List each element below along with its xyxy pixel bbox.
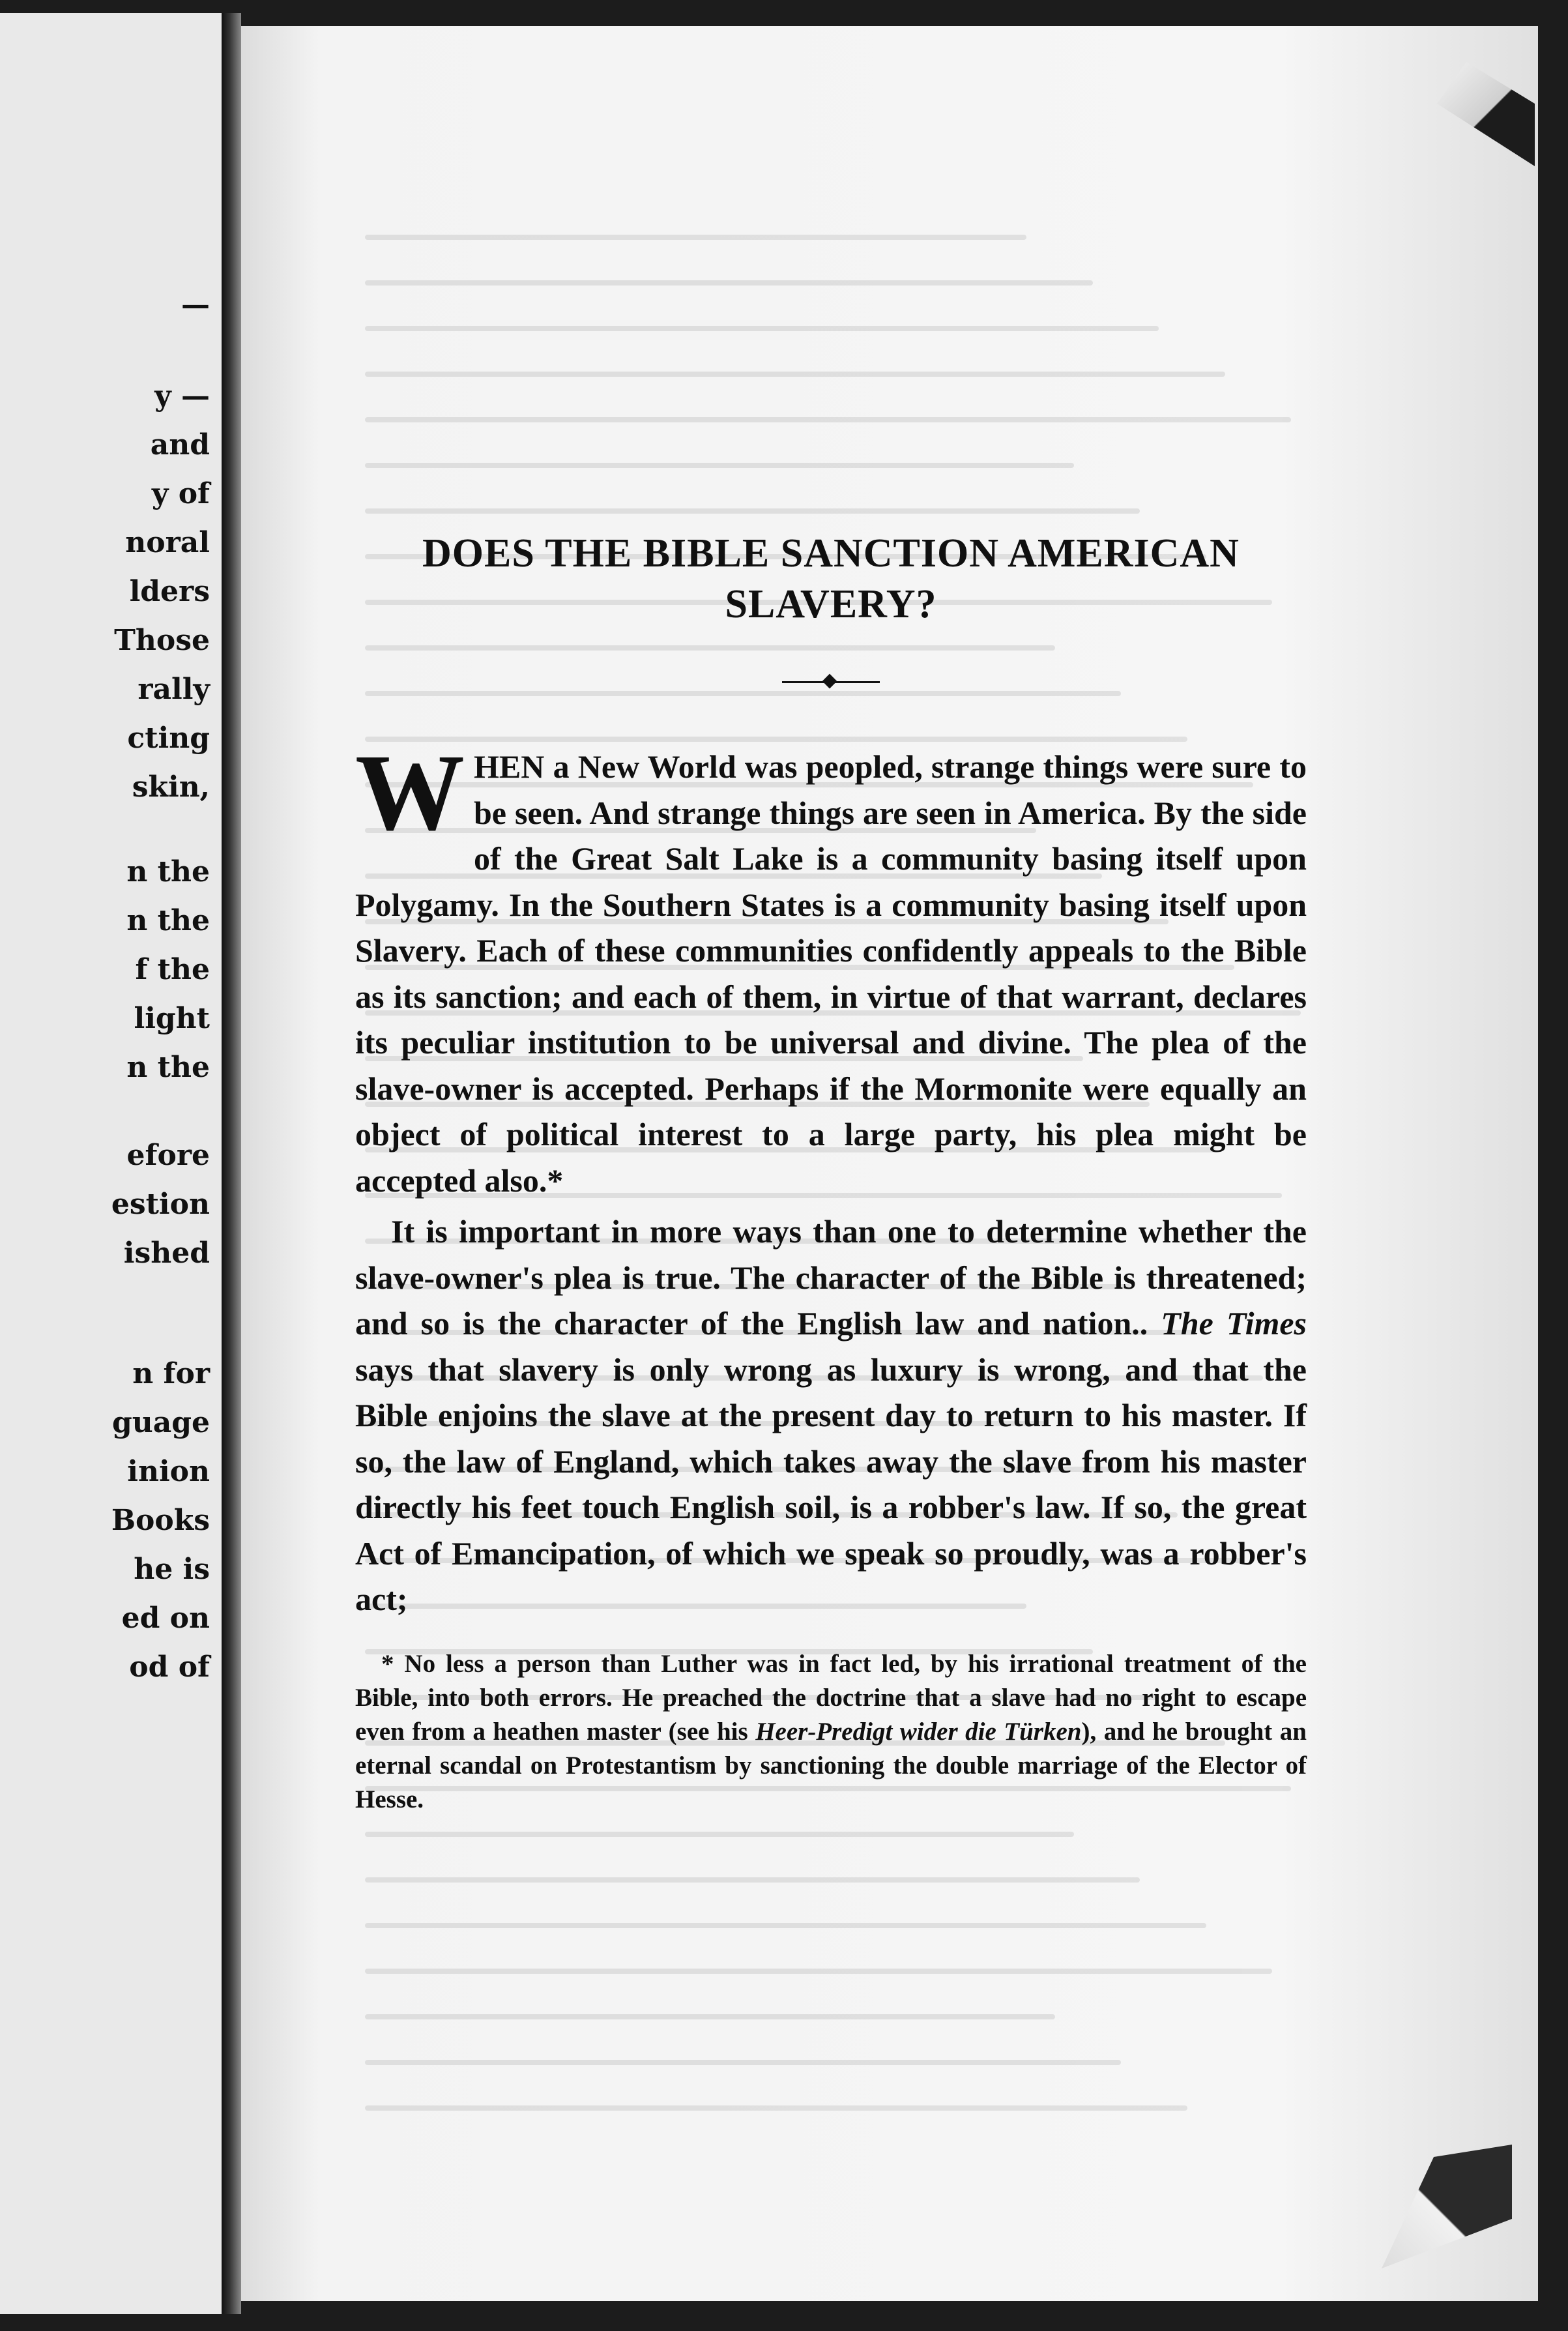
paragraph-1 <box>355 732 1307 1203</box>
facing-page-line: n the <box>126 904 210 937</box>
facing-page-line: y of <box>151 477 210 510</box>
footnote-text-a: * No less a person than Luther was in fact led, by his irrational treatment of the Bible, into both errors. He preached the doctrine that a slave had no right to escape even from a heathen master (see his <box>355 1649 1307 1746</box>
facing-page-line: estion <box>111 1188 210 1221</box>
facing-page-line: Books <box>111 1504 210 1537</box>
facing-page-line: and <box>150 428 210 462</box>
footnote-text-b: ), and he brought an eternal scandal on Protestantism by sanctioning the double marriage of the Elector of Hesse. <box>355 1717 1307 1813</box>
title-ornament <box>782 679 880 685</box>
paragraph-1-text: HEN a New World was peopled, strange things were sure to be seen. And strange things are seen in America. By the side of the Great Salt Lake is a community basing itself upon Polygamy. In the Southern States is a community basing itself upon Slavery. Each of these communities confidently appeals to the Bible as its sanction; and each of them, in virtue of that warrant, declares its peculiar institution to be universal and divine. The plea of the slave-owner is accepted. Perhaps if the Mormonite were equally an object of political interest to a large party, his plea might be accepted also.* <box>355 748 1307 1199</box>
paragraph-2-text-a: It is important in more ways than one to determine whether the slave-owner's plea is true. The character of the Bible is threatened; and so is the character of the English law and nation.. <box>355 1213 1307 1341</box>
facing-page-line: ed on <box>121 1602 210 1635</box>
facing-page-line: y — <box>154 379 210 413</box>
facing-page-line: skin, <box>132 770 210 804</box>
facing-page-line: inion <box>127 1455 210 1488</box>
page-content <box>355 528 1307 1842</box>
footnote-book-title: Heer-Predigt wider die Türken <box>755 1717 1082 1746</box>
facing-page-line: light <box>134 1002 210 1035</box>
facing-page-line: n the <box>126 1051 210 1084</box>
facing-page-line: f the <box>135 953 210 986</box>
paragraph-2 <box>355 1209 1307 1622</box>
newspaper-title: The Times <box>1161 1305 1307 1341</box>
footnote <box>355 1647 1307 1817</box>
facing-page-line: ished <box>123 1237 210 1270</box>
facing-page-line: rally <box>138 673 210 706</box>
facing-page-line: efore <box>126 1139 210 1172</box>
paragraph-2-text-b: says that slavery is only wrong as luxury is wrong, and that the Bible enjoins the slave at the present day to return to his master. If so, the law of England, which takes away the slave from his master directly his feet touch English soil, is a robber's law. If so, the great Act of Emancipation, of which we speak so proudly, was a robber's act; <box>355 1351 1307 1617</box>
drop-cap: W <box>355 732 465 853</box>
page-title: DOES THE BIBLE SANCTION AMERICAN SLAVERY? <box>422 531 1240 626</box>
facing-page-line: Those <box>114 624 210 657</box>
facing-page-line: noral <box>125 526 210 559</box>
facing-page-line: guage <box>111 1406 210 1439</box>
facing-page-line: lders <box>129 575 210 608</box>
facing-page-line: cting <box>127 722 210 755</box>
facing-page-line: n for <box>132 1357 210 1390</box>
book-gutter <box>222 13 241 2314</box>
facing-page-line: — <box>181 288 210 321</box>
facing-page-line: od of <box>129 1650 210 1684</box>
facing-page-line: he is <box>134 1553 210 1586</box>
facing-page <box>0 13 222 2314</box>
facing-page-line: n the <box>126 855 210 888</box>
